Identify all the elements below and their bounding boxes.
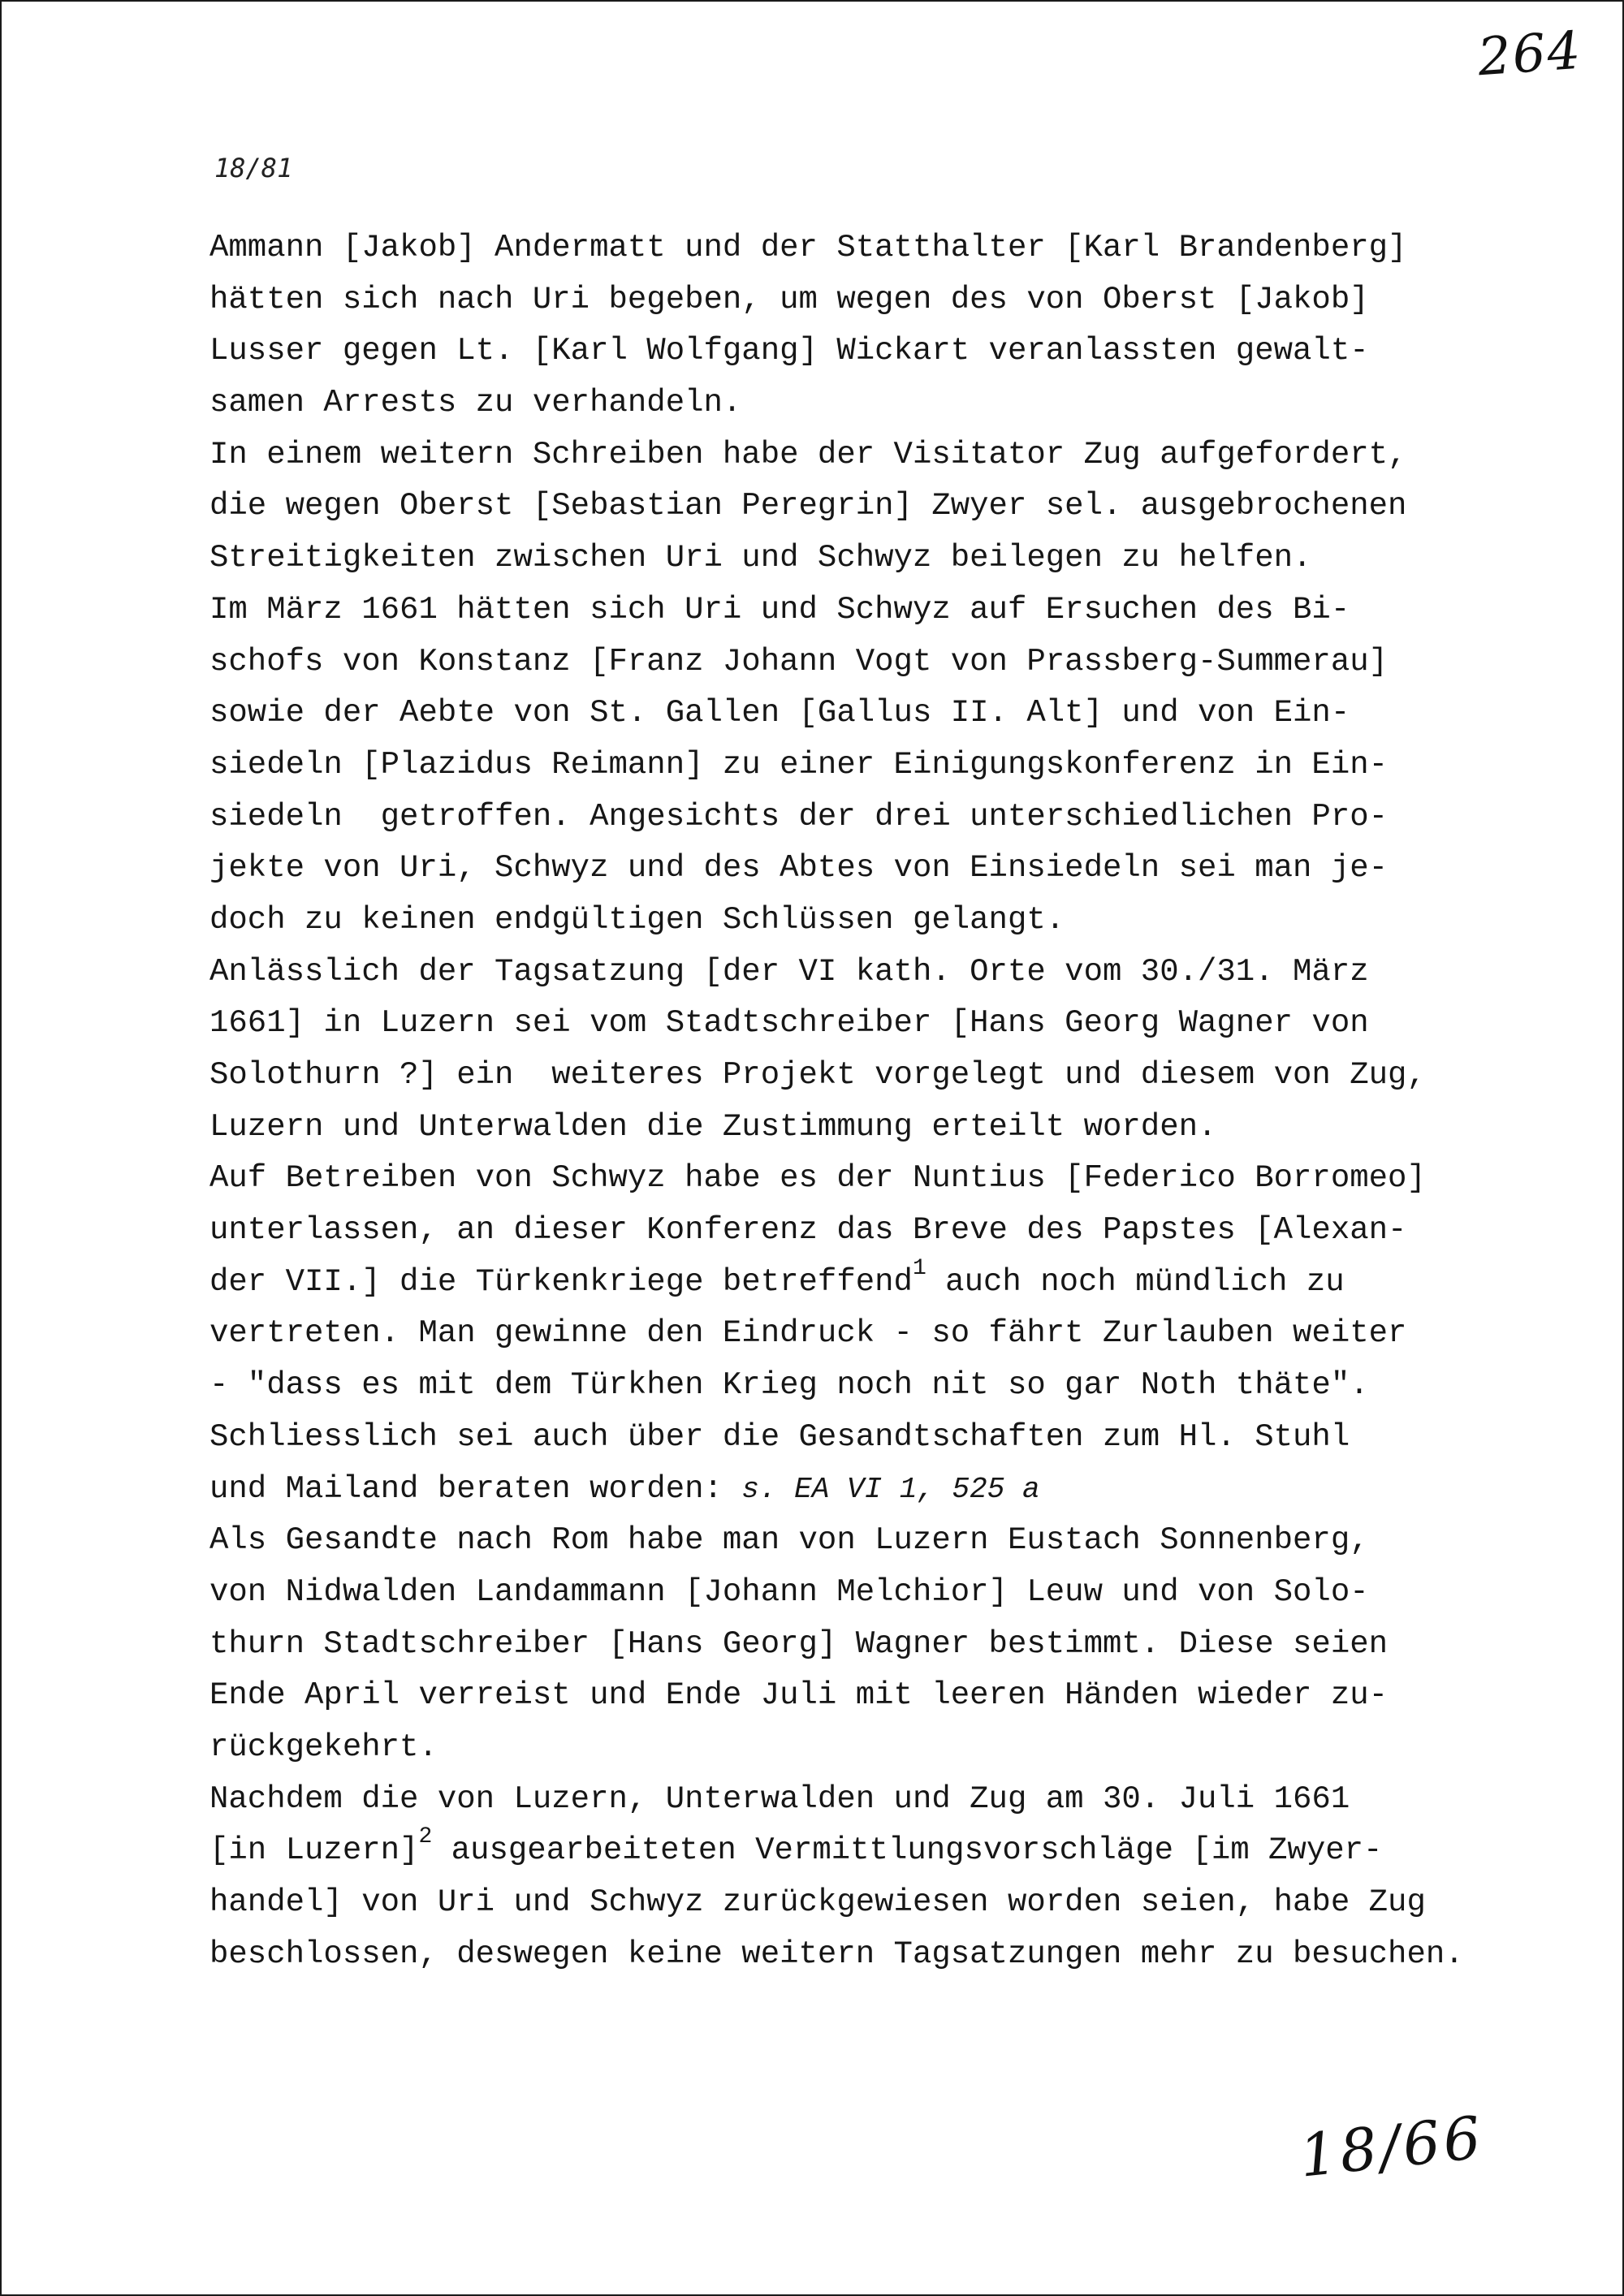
text-line: 1661] in Luzern sei vom Stadtschreiber [Hans Georg Wagner von [209,1005,1369,1042]
text-segment: auch noch mündlich zu [926,1263,1345,1300]
handwritten-archive-reference: 18/66 [1296,2103,1488,2190]
text-line-footnote-2 [209,1825,1590,1877]
text-line: Schliesslich sei auch über die Gesandtschaften zum Hl. Stuhl [209,1418,1350,1455]
text-line: sowie der Aebte von St. Gallen [Gallus II. Alt] und von Ein- [209,695,1350,732]
text-line: siedeln [Plazidus Reimann] zu einer Einigungskonferenz in Ein- [209,746,1389,783]
text-segment: ausgearbeiteten Vermittlungsvorschläge [im Zwyer- [432,1832,1383,1869]
text-line: Solothurn ?] ein weiteres Projekt vorgelegt und diesem von Zug, [209,1057,1426,1093]
text-line: die wegen Oberst [Sebastian Peregrin] Zwyer sel. ausgebrochenen [209,488,1407,524]
text-line: doch zu keinen endgültigen Schlüssen gelangt. [209,901,1065,938]
text-line: rückgekehrt. [209,1728,438,1765]
text-line: Luzern und Unterwalden die Zustimmung erteilt worden. [209,1108,1217,1145]
text-line: samen Arrests zu verhandeln. [209,385,742,421]
body-text [209,222,1590,1980]
text-line: beschlossen, deswegen keine weitern Tagsatzungen mehr zu besuchen. [209,1936,1464,1972]
text-line: handel] von Uri und Schwyz zurückgewiesen worden seien, habe Zug [209,1884,1426,1920]
text-line: Im März 1661 hätten sich Uri und Schwyz auf Ersuchen des Bi- [209,591,1350,628]
text-segment: der VII.] die Türkenkriege betreffend [209,1263,913,1300]
text-line: vertreten. Man gewinne den Eindruck - so fährt Zurlauben weiter [209,1315,1407,1352]
footnote-marker: 2 [418,1824,433,1850]
text-segment: [in Luzern] [209,1832,419,1869]
text-line: Nachdem die von Luzern, Unterwalden und Zug am 30. Juli 1661 [209,1780,1350,1817]
text-line: Auf Betreiben von Schwyz habe es der Nuntius [Federico Borromeo] [209,1160,1426,1197]
text-line: unterlassen, an dieser Konferenz das Breve des Papstes [Alexan- [209,1212,1407,1249]
text-line-reference [209,1464,1590,1516]
source-reference: s. EA VI 1, 525 a [741,1472,1040,1506]
text-line: schofs von Konstanz [Franz Johann Vogt von Prassberg-Summerau] [209,643,1389,680]
handwritten-page-number: 264 [1475,20,1584,88]
text-line: Anlässlich der Tagsatzung [der VI kath. Orte vom 30./31. März [209,953,1369,990]
text-line: thurn Stadtschreiber [Hans Georg] Wagner bestimmt. Diese seien [209,1625,1389,1662]
text-line: Lusser gegen Lt. [Karl Wolfgang] Wickart veranlassten gewalt- [209,333,1369,369]
text-line: jekte von Uri, Schwyz und des Abtes von Einsiedeln sei man je- [209,850,1389,887]
footnote-marker: 1 [912,1255,926,1281]
document-number: 18/81 [214,153,293,183]
text-line: Ammann [Jakob] Andermatt und der Statthalter [Karl Brandenberg] [209,230,1407,265]
text-line: Als Gesandte nach Rom habe man von Luzern Eustach Sonnenberg, [209,1522,1369,1559]
text-segment: und Mailand beraten worden: [209,1470,742,1507]
text-line: In einem weitern Schreiben habe der Visitator Zug aufgefordert, [209,436,1407,473]
text-line: - "dass es mit dem Türkhen Krieg noch nit so gar Noth thäte". [209,1367,1369,1404]
text-line: hätten sich nach Uri begeben, um wegen des von Oberst [Jakob] [209,281,1369,317]
text-line-footnote-1 [209,1257,1590,1309]
text-line: von Nidwalden Landammann [Johann Melchior] Leuw und von Solo- [209,1573,1369,1610]
text-line: siedeln getroffen. Angesichts der drei unterschiedlichen Pro- [209,798,1389,835]
text-line: Ende April verreist und Ende Juli mit leeren Händen wieder zu- [209,1677,1389,1714]
text-line: Streitigkeiten zwischen Uri und Schwyz beilegen zu helfen. [209,540,1312,576]
